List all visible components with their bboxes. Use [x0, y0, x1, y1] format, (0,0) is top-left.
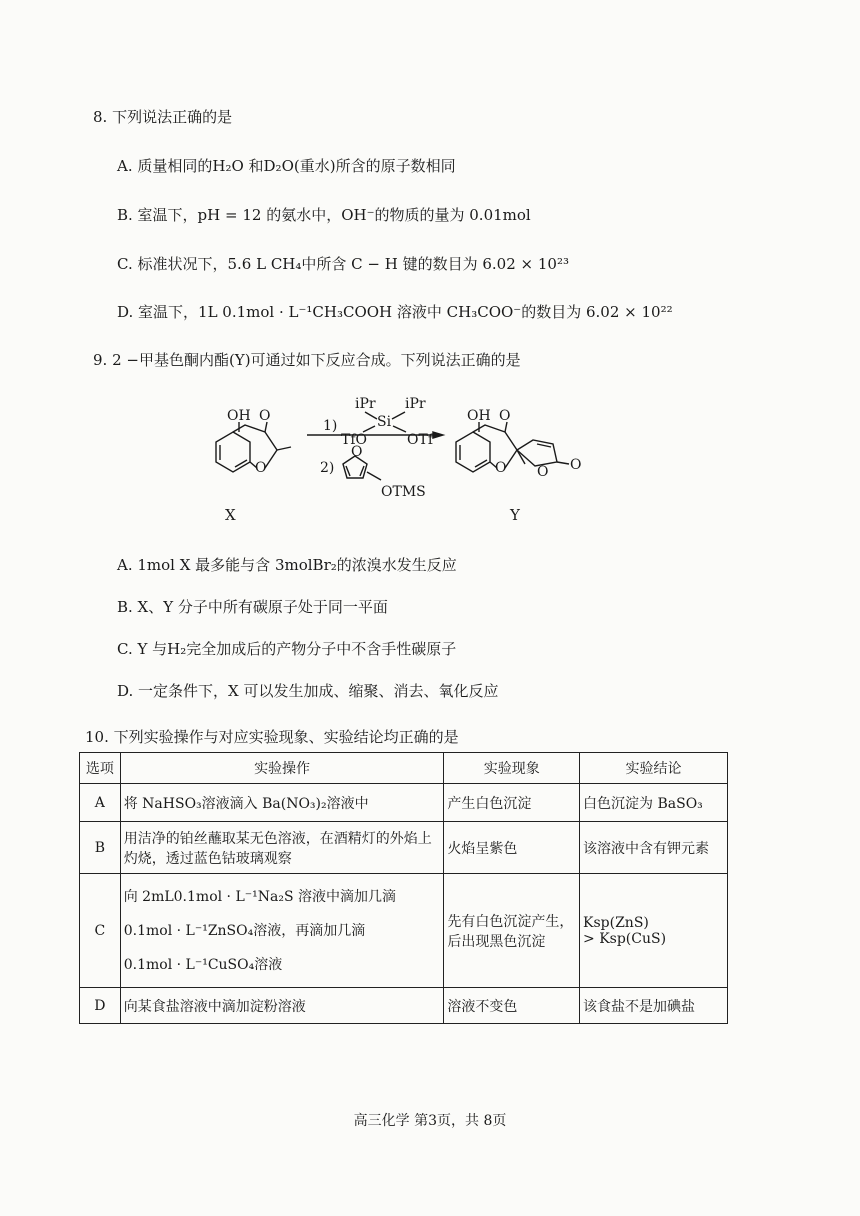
furan-o-label: O	[351, 444, 363, 460]
row-d-option: D	[80, 988, 121, 1024]
page-footer: 高三化学 第3页，共 8页	[353, 1113, 507, 1129]
si-label: Si	[377, 414, 392, 430]
tfo-label: TfO	[341, 432, 367, 448]
row-a-operation: 将 NaHSO₃溶液滴入 Ba(NO₃)₂溶液中	[120, 784, 444, 822]
x-keto-o-label: O	[259, 408, 271, 424]
q9-option-c: C. Y 与H₂完全加成后的产物分子中不含手性碳原子	[117, 640, 457, 658]
q8-option-c: C. 标准状况下，5.6 L CH₄中所含 C − H 键的数目为 6.02 × 10²³	[117, 255, 569, 273]
step-2-label: 2)	[320, 460, 335, 476]
row-d-conclusion: 该食盐不是加碘盐	[580, 988, 728, 1024]
x-ring-o-label: O	[255, 460, 267, 476]
row-a-phenomenon: 产生白色沉淀	[444, 784, 580, 822]
header-operation: 实验操作	[120, 753, 444, 784]
row-b-conclusion: 该溶液中含有钾元素	[580, 822, 728, 874]
table-row	[80, 822, 728, 874]
row-c-operation-line-3: 0.1mol · L⁻¹CuSO₄溶液	[123, 956, 283, 973]
row-a-conclusion: 白色沉淀为 BaSO₃	[580, 784, 728, 822]
header-option: 选项	[80, 753, 121, 784]
reaction-scheme	[195, 392, 615, 532]
q9-stem: 9. 2 −甲基色酮内酯(Y)可通过如下反应合成。下列说法正确的是	[93, 351, 521, 369]
q9-option-d: D. 一定条件下，X 可以发生加成、缩聚、消去、氧化反应	[117, 682, 499, 700]
row-b-option: B	[80, 822, 121, 874]
header-phenomenon: 实验现象	[444, 753, 580, 784]
row-b-operation: 用洁净的铂丝蘸取某无色溶液，在酒精灯的外焰上灼烧，透过蓝色钴玻璃观察	[120, 822, 444, 874]
ipr-right-label: iPr	[405, 396, 426, 412]
otms-label: OTMS	[381, 484, 426, 500]
q8-option-b: B. 室温下，pH = 12 的氨水中，OH⁻的物质的量为 0.01mol	[117, 206, 531, 224]
step-1-label: 1)	[323, 418, 338, 434]
ipr-left-label: iPr	[355, 396, 376, 412]
y-oh-label: OH	[467, 408, 491, 424]
row-a-option: A	[80, 784, 121, 822]
q8-option-a: A. 质量相同的H₂O 和D₂O(重水)所含的原子数相同	[117, 157, 456, 175]
label-y: Y	[510, 506, 520, 524]
q8-option-d: D. 室温下，1L 0.1mol · L⁻¹CH₃COOH 溶液中 CH₃COO⁻的数目为 6.02 × 10²²	[117, 303, 673, 321]
experiment-table	[79, 752, 728, 1024]
row-c-phenomenon: 先有白色沉淀产生，后出现黑色沉淀	[444, 874, 580, 988]
lactone-o-label: O	[537, 464, 549, 480]
q9-option-b: B. X、Y 分子中所有碳原子处于同一平面	[117, 598, 388, 616]
y-ring-o-label: O	[495, 460, 507, 476]
table-header-row	[80, 753, 728, 784]
row-c-operation	[120, 874, 444, 988]
table-row	[80, 988, 728, 1024]
row-d-phenomenon: 溶液不变色	[444, 988, 580, 1024]
row-d-operation: 向某食盐溶液中滴加淀粉溶液	[120, 988, 444, 1024]
row-b-phenomenon: 火焰呈紫色	[444, 822, 580, 874]
row-c-operation-line-1: 向 2mL0.1mol · L⁻¹Na₂S 溶液中滴加几滴	[123, 888, 396, 905]
q10-stem: 10. 下列实验操作与对应实验现象、实验结论均正确的是	[85, 728, 459, 746]
row-c-operation-line-2: 0.1mol · L⁻¹ZnSO₄溶液，再滴加几滴	[123, 922, 366, 939]
otf-label: OTf	[407, 432, 433, 448]
row-c-conclusion	[580, 874, 728, 988]
q9-option-a: A. 1mol X 最多能与含 3molBr₂的浓溴水发生反应	[117, 556, 457, 574]
row-c-option: C	[80, 874, 121, 988]
header-conclusion: 实验结论	[580, 753, 728, 784]
label-x: X	[225, 506, 236, 524]
row-c-conclusion-line-2: > Ksp(CuS)	[583, 930, 667, 947]
q8-stem: 8. 下列说法正确的是	[93, 108, 233, 126]
row-c-conclusion-line-1: Ksp(ZnS)	[583, 914, 649, 931]
x-oh-label: OH	[227, 408, 251, 424]
y-keto-o-label: O	[499, 408, 511, 424]
lactone-carbonyl-o-label: O	[570, 457, 582, 473]
table-row	[80, 874, 728, 988]
table-row	[80, 784, 728, 822]
